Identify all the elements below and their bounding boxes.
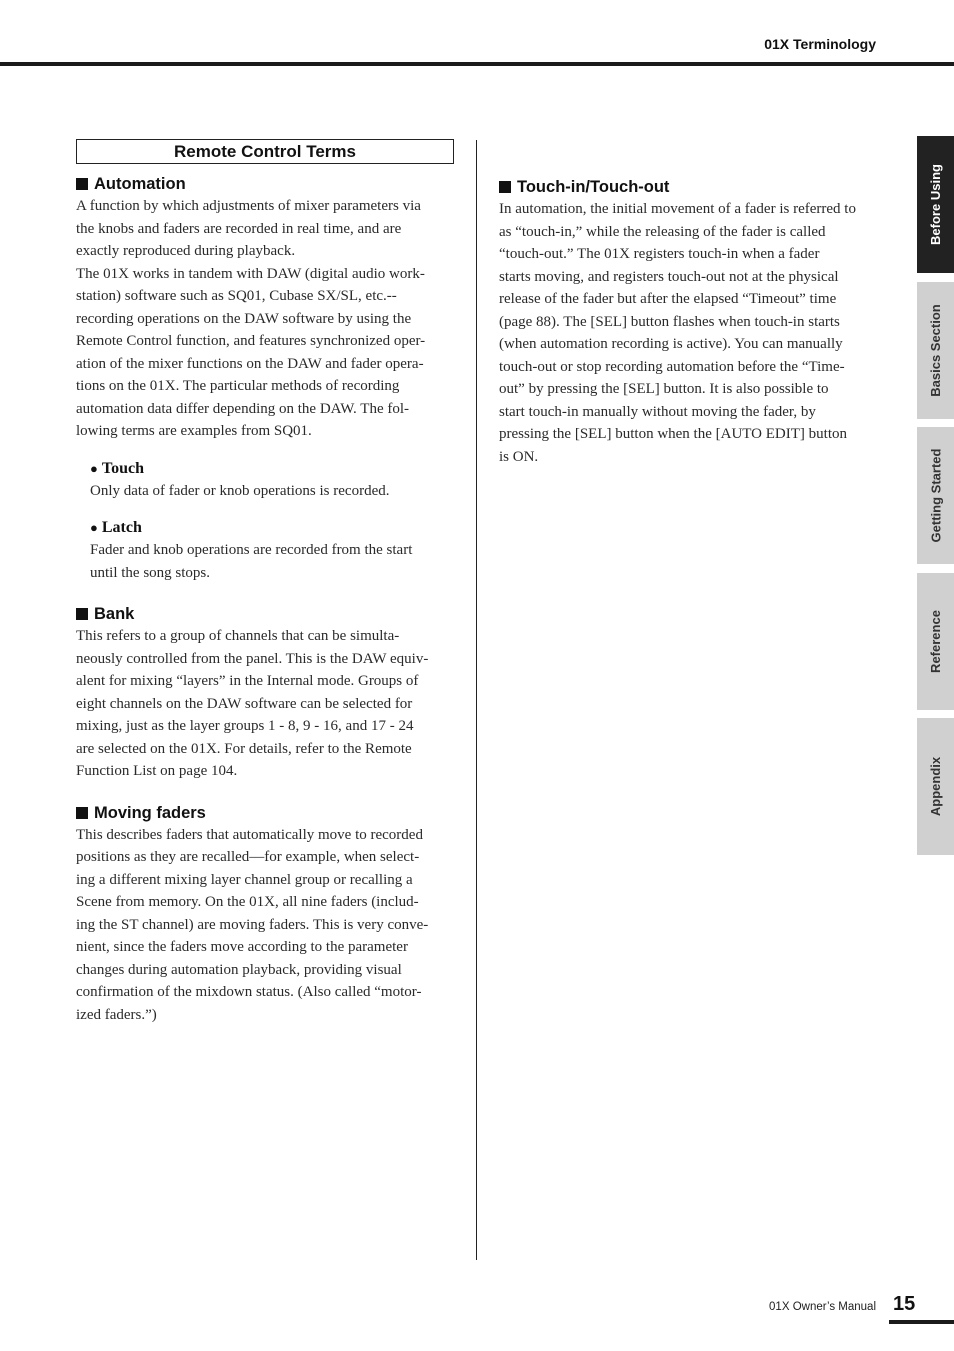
tab-basics-section[interactable] bbox=[917, 282, 954, 419]
text-line: ing a different mixing layer channel group or recalling a bbox=[76, 871, 413, 888]
text-line: nient, since the faders move according to the parameter bbox=[76, 939, 408, 955]
text-line: ation of the mixer functions on the DAW and fader opera- bbox=[76, 355, 424, 372]
running-header: 01X Terminology bbox=[764, 36, 876, 52]
automation-heading bbox=[76, 173, 454, 195]
text-line: Only data of fader or knob operations is recorded. bbox=[90, 482, 390, 499]
text-line: until the song stops. bbox=[90, 564, 211, 581]
footer-rule bbox=[889, 1320, 954, 1324]
text-line: touch-out or stop recording automation before the “Time- bbox=[499, 358, 845, 375]
text-line: The 01X works in tandem with DAW (digital audio work- bbox=[76, 265, 425, 282]
text-line: This describes faders that automatically move to recorded bbox=[76, 826, 423, 843]
latch-heading-text: Latch bbox=[101, 519, 142, 536]
text-line: Function List on page 104. bbox=[76, 763, 238, 779]
latch-heading bbox=[90, 517, 454, 539]
square-bullet-icon bbox=[76, 807, 88, 819]
tab-getting-started[interactable] bbox=[917, 427, 954, 564]
bank-heading bbox=[76, 603, 454, 625]
round-bullet-icon: ● bbox=[90, 520, 98, 535]
tab-label: Reference bbox=[928, 610, 943, 673]
square-bullet-icon bbox=[499, 181, 511, 193]
text-line: automation data differ depending on the DAW. The fol- bbox=[76, 400, 410, 417]
tab-label: Getting Started bbox=[928, 448, 943, 543]
tab-label: Appendix bbox=[928, 756, 944, 817]
touch-heading-text: Touch bbox=[101, 459, 144, 477]
text-line: lowing terms are examples from SQ01. bbox=[76, 423, 312, 439]
text-line: as “touch-in,” while the releasing of the fader is called bbox=[499, 223, 826, 240]
text-line: Fader and knob operations are recorded from the start bbox=[90, 542, 413, 558]
text-line: mixing, just as the layer groups 1 - 8, 9 - 16, and 17 - 24 bbox=[76, 718, 414, 734]
text-line: are selected on the 01X. For details, refer to the Remote bbox=[76, 740, 412, 757]
text-line: start touch-in manually without moving the fader, by bbox=[499, 403, 816, 420]
text-line: ized faders.”) bbox=[76, 1006, 157, 1023]
moving-faders-heading-text: Moving faders bbox=[94, 803, 206, 822]
text-line: changes during automation playback, providing visual bbox=[76, 961, 402, 978]
text-line: (when automation recording is active). You can manually bbox=[499, 336, 843, 352]
spacer bbox=[76, 783, 454, 802]
text-line: is ON. bbox=[499, 448, 539, 465]
text-line: “touch-out.” The 01X registers touch-in when a fader bbox=[499, 246, 820, 262]
text-line: This refers to a group of channels that can be simulta- bbox=[76, 628, 400, 644]
text-line: alent for mixing “layers” in the Internal mode. Groups of bbox=[76, 673, 419, 689]
touch-in-out-heading bbox=[499, 176, 875, 198]
text-line: positions as they are recalled—for example, when select- bbox=[76, 849, 420, 865]
tab-before-using[interactable] bbox=[917, 136, 954, 273]
touch-in-out-paragraph bbox=[499, 198, 875, 468]
touch-in-out-heading-text: Touch-in/Touch-out bbox=[517, 178, 670, 196]
touch-heading bbox=[90, 458, 454, 480]
latch-subsection bbox=[90, 517, 454, 584]
text-line: recording operations on the DAW software by using the bbox=[76, 310, 412, 327]
tab-appendix[interactable] bbox=[917, 718, 954, 855]
round-bullet-icon: ● bbox=[90, 460, 98, 476]
page-number: 15 bbox=[893, 1293, 916, 1315]
tab-reference[interactable] bbox=[917, 573, 954, 710]
section-box-title: Remote Control Terms bbox=[76, 139, 454, 164]
automation-paragraph-1 bbox=[76, 195, 454, 263]
automation-heading-text: Automation bbox=[94, 175, 186, 193]
text-line: neously controlled from the panel. This is the DAW equiv- bbox=[76, 650, 429, 667]
text-line: out” by pressing the [SEL] button. It is also possible to bbox=[499, 381, 829, 397]
text-line: the knobs and faders are recorded in real time, and are bbox=[76, 220, 402, 237]
text-line: (page 88). The [SEL] button flashes when touch-in starts bbox=[499, 313, 840, 330]
left-column bbox=[76, 139, 454, 1026]
text-line: tions on the 01X. The particular methods of recording bbox=[76, 378, 400, 394]
moving-faders-heading bbox=[76, 802, 454, 824]
text-line: ing the ST channel) are moving faders. This is very conve- bbox=[76, 916, 429, 933]
right-column bbox=[499, 176, 875, 468]
text-line: Scene from memory. On the 01X, all nine faders (includ- bbox=[76, 894, 419, 910]
text-line: In automation, the initial movement of a fader is referred to bbox=[499, 201, 856, 217]
square-bullet-icon bbox=[76, 608, 88, 620]
square-bullet-icon bbox=[76, 178, 88, 190]
text-line: starts moving, and registers touch-out not at the physical bbox=[499, 268, 839, 285]
moving-faders-paragraph bbox=[76, 824, 454, 1027]
tab-label: Basics Section bbox=[928, 304, 943, 397]
bank-heading-text: Bank bbox=[94, 605, 135, 623]
header-rule bbox=[0, 62, 954, 66]
spacer bbox=[76, 584, 454, 603]
text-line: release of the fader but after the elapsed “Timeout” time bbox=[499, 291, 837, 307]
text-line: exactly reproduced during playback. bbox=[76, 243, 296, 259]
text-line: Remote Control function, and features synchronized oper- bbox=[76, 333, 426, 349]
tab-label: Before Using bbox=[928, 164, 943, 245]
text-line: eight channels on the DAW software can be selected for bbox=[76, 695, 413, 712]
column-divider bbox=[476, 140, 477, 1260]
text-line: pressing the [SEL] button when the [AUTO EDIT] button bbox=[499, 426, 847, 442]
text-line: confirmation of the mixdown status. (Also called “motor- bbox=[76, 984, 422, 1000]
bank-paragraph bbox=[76, 625, 454, 783]
text-line: A function by which adjustments of mixer parameters via bbox=[76, 198, 421, 214]
footer-manual-name: 01X Owner’s Manual bbox=[769, 1301, 876, 1313]
automation-paragraph-2 bbox=[76, 263, 454, 443]
touch-subsection bbox=[90, 458, 454, 503]
text-line: station) software such as SQ01, Cubase SX/SL, etc.-- bbox=[76, 288, 397, 304]
